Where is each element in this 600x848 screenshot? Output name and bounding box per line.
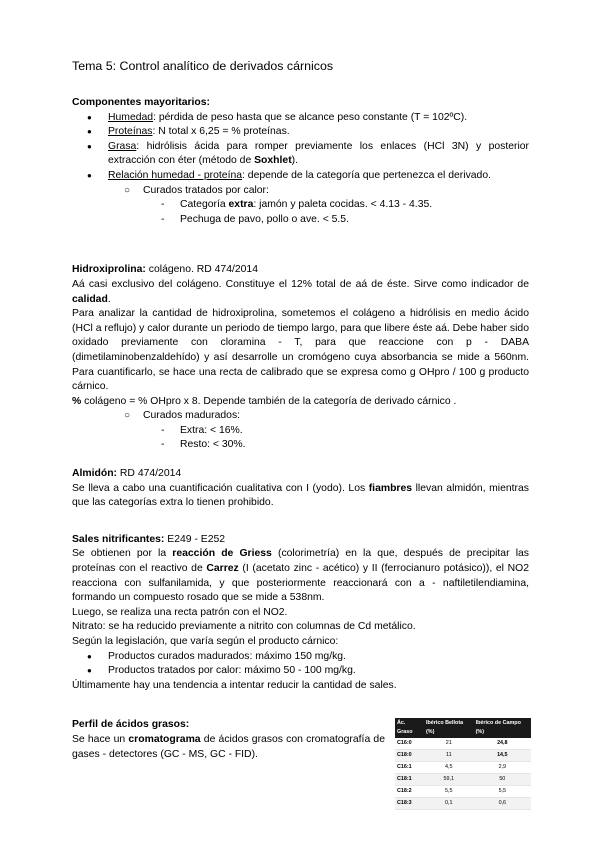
sales-paragraph-4: Según la legislación, que varía según el producto cárnico: — [72, 636, 339, 647]
sales-paragraph-2: Luego, se realiza una recta patrón con el NO2. — [72, 606, 288, 618]
sales-paragraph-1: Se obtienen por la reacción de Griess (colorimetría) en la que, después de precipitar las proteínas con el reactivo de Carrez (I (acetato zinc - acético) y II (ferrocianuro potásico)), el NO2 reacciona con sulfanilamida, y que posteriormente reaccionará con a - naftiletilendiamina, formando un compuesto rosado que se mide a 538nm. — [72, 548, 529, 604]
sales-heading: Sales nitrificantes: E249 - E252 — [72, 533, 226, 545]
almidon-paragraph: Se lleva a cabo una cuantificación cualitativa con I (yodo). Los fiambres llevan almidón, mientras que las categorías extra lo tienen prohibido. — [72, 482, 529, 509]
fatty-acid-table — [395, 718, 531, 810]
page-title: Tema 5: Control analítico de derivados cárnicos — [72, 59, 334, 73]
almidon-heading: Almidón: RD 474/2014 — [72, 468, 182, 480]
table-header: Ác. Graso — [395, 718, 424, 738]
hidroxi-paragraph-3: % colágeno = % OHpro x 8. Depende también de la categoría de derivado cárnico . — [72, 395, 457, 407]
hidroxi-paragraph-2: Para analizar la cantidad de hidroxiprolina, sometemos el colágeno a hidrólisis en medio ácido (HCl a reflujo) y calor durante un periodo de tiempo largo, para que libere éste aá. Debe haber sido oxidado previamente con cloramina - T, para que reaccione con p - DABA (dimetilaminobenzaldehído) y así desarrolle un cromógeno cuya absorbancia se mide a 560nm. Para cuantificarlo, se hace una recta de calibrado que se expresa como g OHpro / 100 g producto cárnico. — [72, 308, 529, 393]
list-item: ● Proteínas: N total x 6,25 = % proteínas. — [72, 125, 529, 140]
list-item: ● Grasa: hidrólisis ácida para romper previamente los enlaces (HCl 3N) y posterior extracción con éter (método de Soxhlet). — [72, 140, 529, 169]
table-header: Ibérico de Campo (%) — [474, 718, 531, 738]
hidroxi-sublist — [72, 409, 529, 424]
list-item: - Resto: < 30%. — [72, 438, 529, 453]
componentes-heading: Componentes mayoritarios: — [72, 97, 210, 108]
list-item: ○ Curados tratados por calor: — [72, 184, 529, 199]
table-row: C18:0 11 14,5 — [395, 750, 531, 762]
list-item: - Pechuga de pavo, pollo o ave. < 5.5. — [72, 213, 529, 228]
sales-paragraph-5: Últimamente hay una tendencia a intentar reducir la cantidad de sales. — [72, 679, 397, 691]
list-item: ○ Curados madurados: — [72, 409, 529, 424]
table-row: C18:3 0,1 0,6 — [395, 798, 531, 810]
sales-paragraph-3: Nitrato: se ha reducido previamente a nitrito con columnas de Cd metálico. — [72, 621, 416, 633]
list-item: ● Productos curados madurados: máximo 150 mg/kg. — [72, 650, 529, 665]
list-item: ● Relación humedad - proteína: depende de la categoría que pertenezca el derivado. — [72, 169, 529, 184]
table-row: C16:1 4,5 2,9 — [395, 762, 531, 774]
hidroxi-paragraph-1: Aá casi exclusivo del colágeno. Constituye el 12% total de aá de éste. Sirve como indicador de calidad. — [72, 278, 529, 305]
list-item: - Extra: < 16%. — [72, 424, 529, 439]
perfil-paragraph: Se hace un cromatograma de ácidos grasos con cromatografía de gases - detectores (GC - MS, GC - FID). — [72, 733, 385, 760]
sales-list — [72, 650, 529, 679]
table-header: Ibérico Bellota (%) — [424, 718, 474, 738]
perfil-heading: Perfil de ácidos grasos: — [72, 719, 190, 731]
hidroxi-heading: Hidroxiprolina: colágeno. RD 474/2014 — [72, 264, 258, 276]
document-page — [72, 58, 529, 807]
table-row: C18:1 59,1 50 — [395, 774, 531, 786]
perfil-section — [72, 718, 529, 807]
componentes-dash-list — [72, 198, 529, 227]
table-row: C16:0 21 24,8 — [395, 738, 531, 750]
list-item: ● Productos tratados por calor: máximo 50 - 100 mg/kg. — [72, 664, 529, 679]
componentes-sublist — [72, 184, 529, 199]
list-item: - Categoría extra: jamón y paleta cocidas. < 4.13 - 4.35. — [72, 198, 529, 213]
table-row: C18:2 5,5 5,5 — [395, 786, 531, 798]
componentes-list — [72, 111, 529, 184]
hidroxi-dash-list — [72, 424, 529, 453]
list-item: ● Humedad: pérdida de peso hasta que se alcance peso constante (T = 102ºC). — [72, 111, 529, 126]
